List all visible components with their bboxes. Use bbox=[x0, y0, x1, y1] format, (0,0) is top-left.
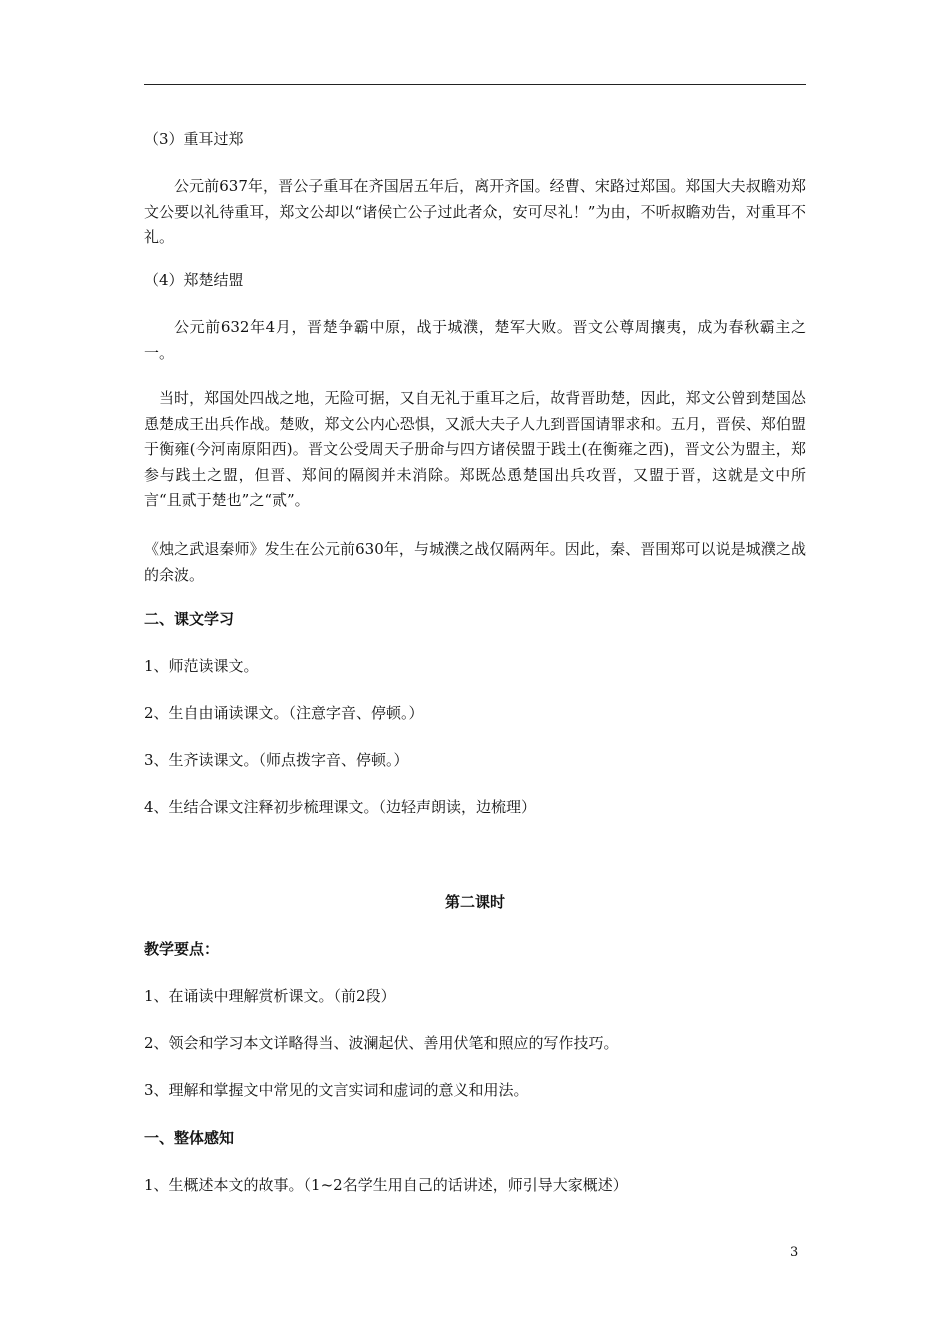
paragraph-aftermath: 《烛之武退秦师》发生在公元前630年，与城濮之战仅隔两年。因此，秦、晋围郑可以说是城濮之战的余波。 bbox=[144, 540, 806, 584]
page-number: 3 bbox=[790, 1245, 799, 1260]
section-title-zhengchu: （4）郑楚结盟 bbox=[144, 271, 244, 289]
lesson-title: 第二课时 bbox=[444, 893, 505, 911]
study-step: 1、师范读课文。 bbox=[144, 657, 259, 675]
heading-text-study: 二、课文学习 bbox=[144, 610, 235, 628]
perception-step: 1、生概述本文的故事。（1~2名学生用自己的话讲述，师引导大家概述） bbox=[144, 1176, 628, 1194]
paragraph-chengpu-battle: 公元前632年4月，晋楚争霸中原，战于城濮，楚军大败。晋文公尊周攘夷，成为春秋霸主之一。 bbox=[144, 318, 806, 362]
teaching-point: 3、理解和掌握文中常见的文言实词和虚词的意义和用法。 bbox=[144, 1081, 529, 1099]
section-title-chonger: （3）重耳过郑 bbox=[144, 130, 244, 148]
study-step: 3、生齐读课文。（师点拨字音、停顿。） bbox=[144, 751, 409, 769]
teaching-point: 1、在诵读中理解赏析课文。（前2段） bbox=[144, 987, 396, 1005]
heading-overall-perception: 一、整体感知 bbox=[144, 1129, 235, 1147]
header-rule bbox=[144, 84, 806, 85]
paragraph-chonger: 公元前637年，晋公子重耳在齐国居五年后，离开齐国。经曹、宋路过郑国。郑国大夫叔瞻劝郑文公要以礼待重耳，郑文公却以“诸侯亡公子过此者众，安可尽礼！”为由，不听叔瞻劝告，对重耳不礼。 bbox=[144, 177, 806, 246]
heading-teaching-points: 教学要点： bbox=[144, 940, 220, 958]
study-step: 4、生结合课文注释初步梳理课文。（边轻声朗读，边梳理） bbox=[144, 798, 537, 816]
teaching-point: 2、领会和学习本文详略得当、波澜起伏、善用伏笔和照应的写作技巧。 bbox=[144, 1034, 619, 1052]
study-step: 2、生自由诵读课文。（注意字音、停顿。） bbox=[144, 704, 424, 722]
paragraph-zheng-alliance: 当时，郑国处四战之地，无险可据，又自无礼于重耳之后，故背晋助楚，因此，郑文公曾到楚国怂恿楚成王出兵作战。楚败，郑文公内心恐惧，又派大夫子人九到晋国请罪求和。五月，晋侯、郑伯盟于衡雍(今河南原阳西)。晋文公受周天子册命与四方诸侯盟于践土(在衡雍之西)，晋文公为盟主，郑参与践土之盟，但晋、郑间的隔阂并未消除。郑既怂恿楚国出兵攻晋，又盟于晋，这就是文中所言“且贰于楚也”之“贰”。 bbox=[144, 389, 806, 509]
